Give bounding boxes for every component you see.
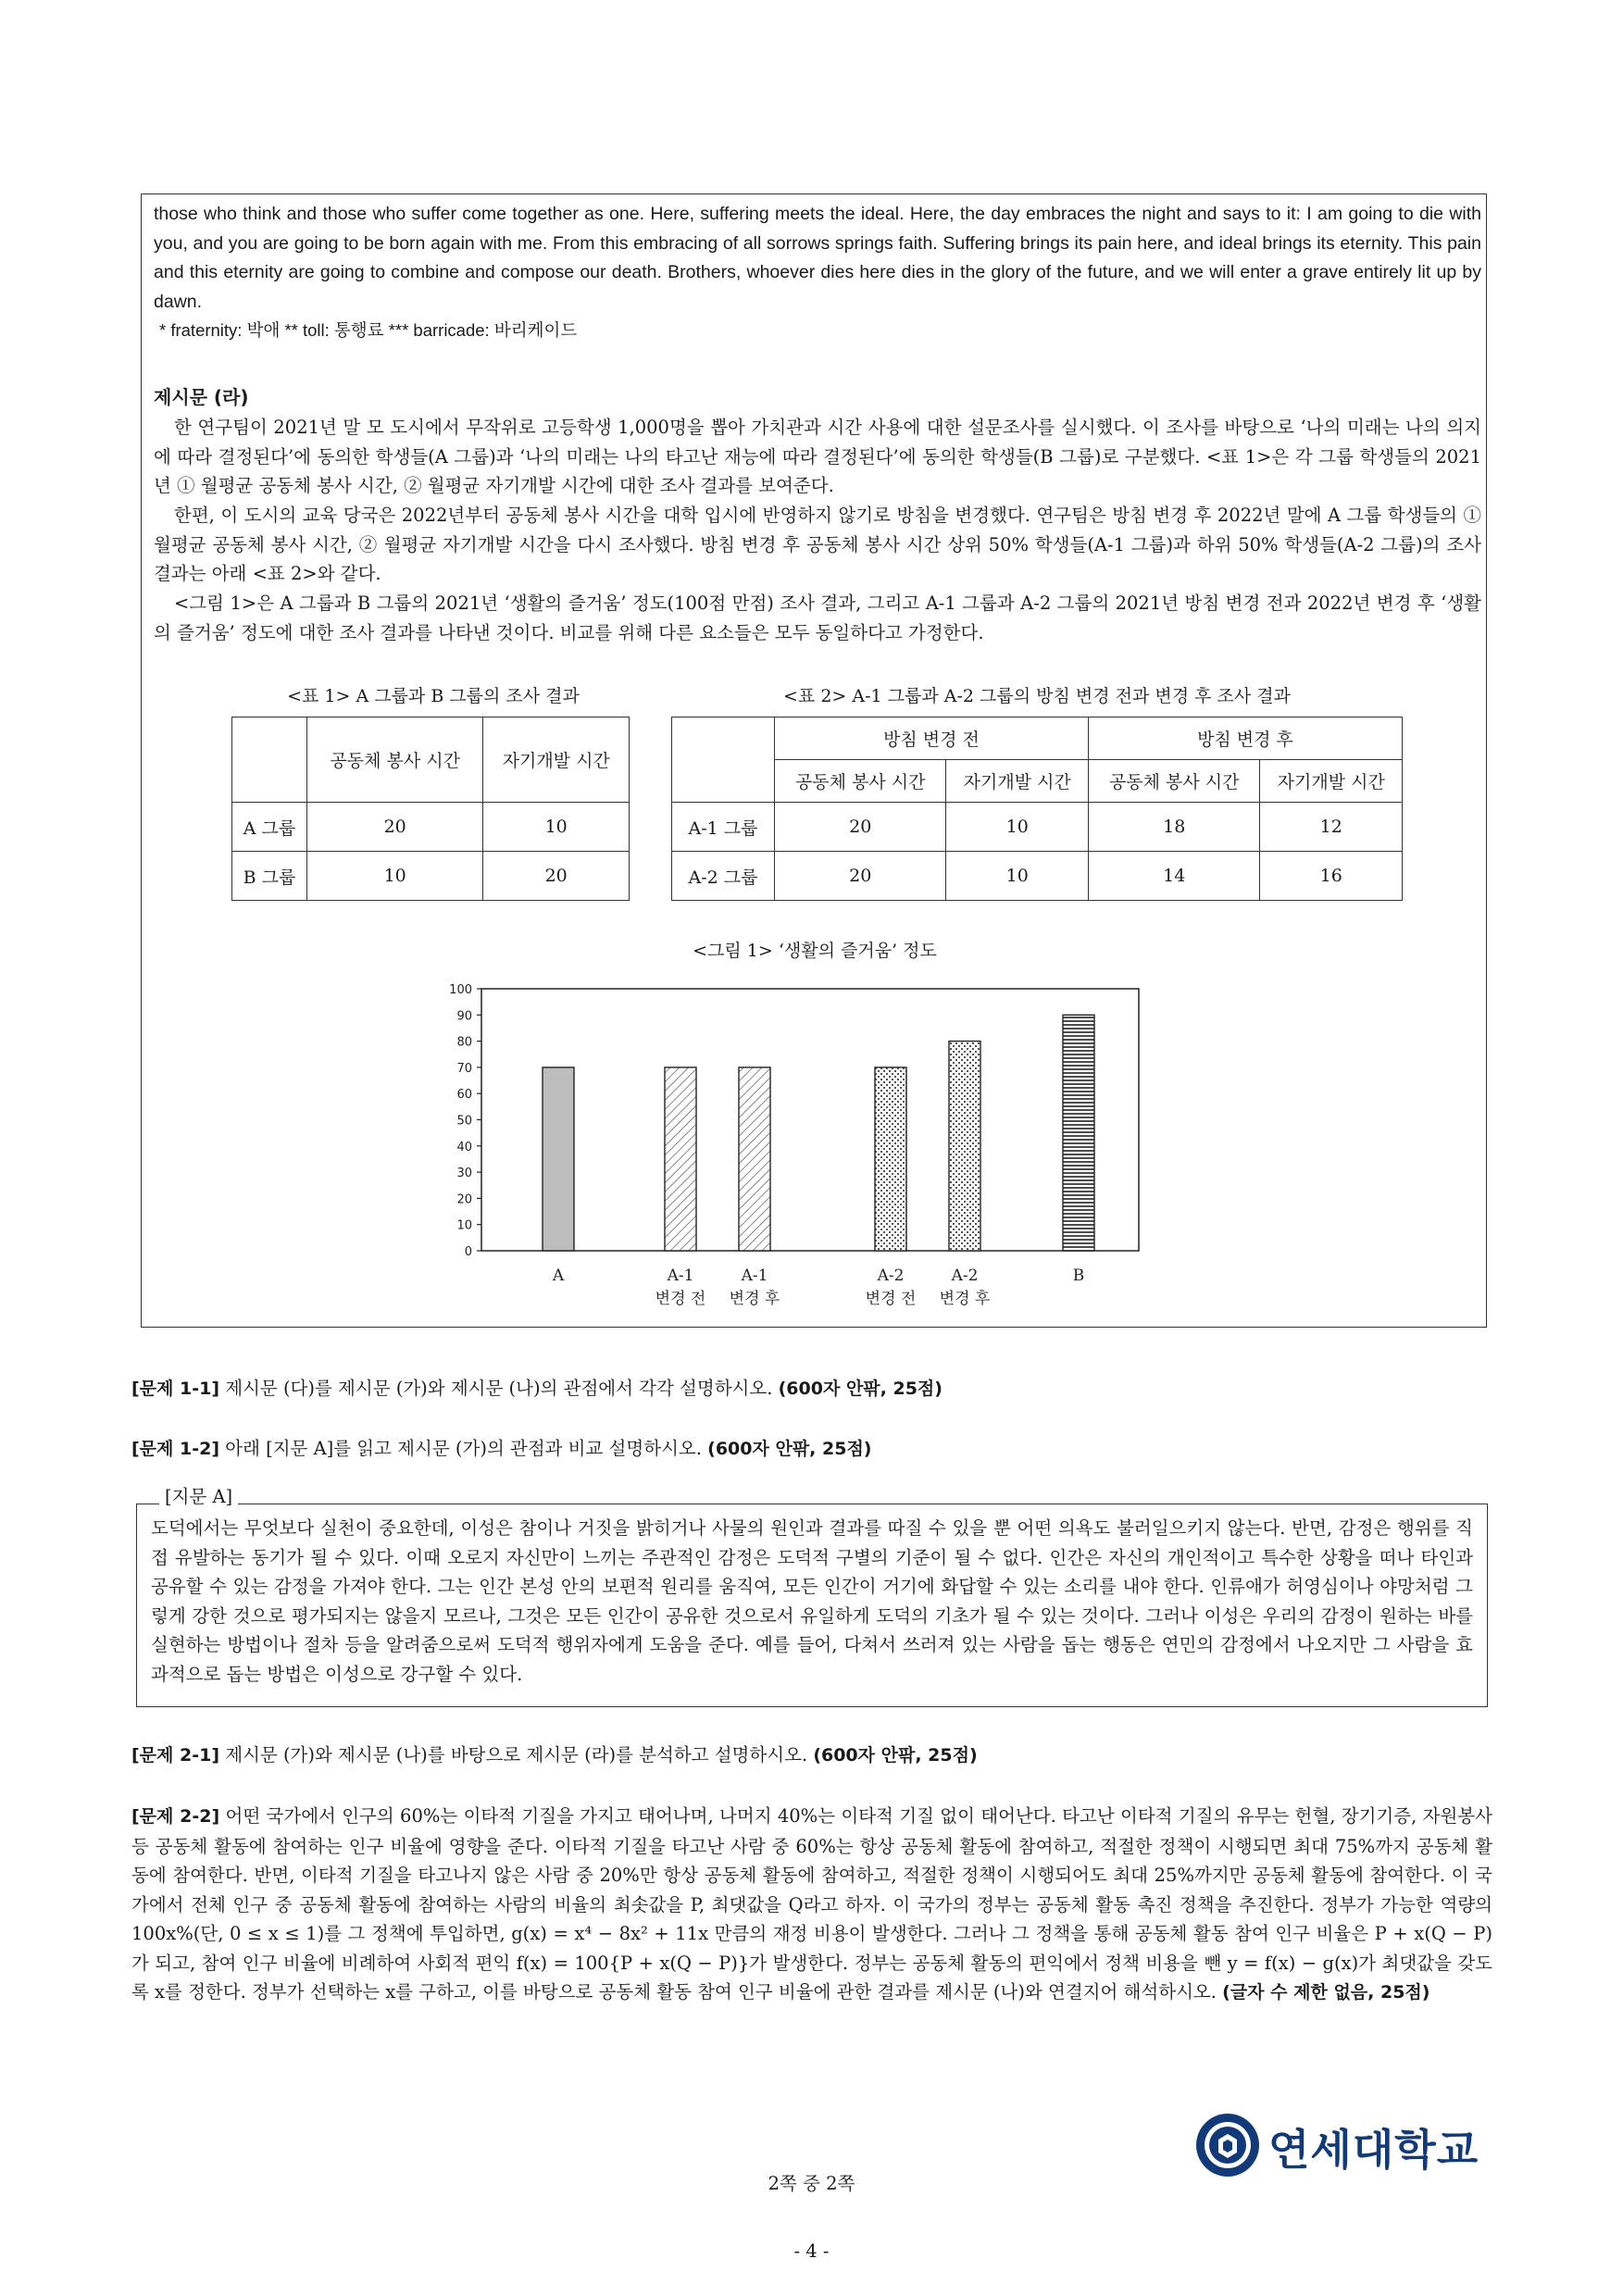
table2-subheader: 자기개발 시간 <box>946 760 1089 803</box>
question-2-2 <box>131 1802 1492 2008</box>
x-category-label: 변경 후 <box>939 1290 991 1308</box>
chart-bar <box>665 1067 696 1251</box>
y-tick-label: 0 <box>464 1245 472 1259</box>
table1-header-service: 공동체 봉사 시간 <box>307 718 483 803</box>
chart-bar <box>875 1067 906 1251</box>
x-category-label: 변경 전 <box>655 1290 706 1308</box>
table1-header-selfdev: 자기개발 시간 <box>483 718 630 803</box>
y-tick-label: 80 <box>456 1035 472 1050</box>
university-seal-icon <box>1194 2112 1261 2178</box>
question-1-1-points: (600자 안팎, 25점) <box>778 1379 943 1399</box>
table1-caption: <표 1> A 그룹과 B 그룹의 조사 결과 <box>287 686 580 706</box>
table2-row-label: A-2 그룹 <box>672 852 775 901</box>
passage-ra-p2: 한편, 이 도시의 교육 당국은 2022년부터 공동체 봉사 시간을 대학 입시에 반영하지 않기로 방침을 변경했다. 연구팀은 방침 변경 후 2022년 말에 A 그룹 학생들의 ① 월평균 공동체 봉사 시간, ② 월평균 자기개발 시간을 다시 조사했다. 방침 변경 후 공동체 봉사 시간 상위 50% 학생들(A-1 그룹)과 하위 50% 학생들(A-2 그룹)의 조사 결과는 아래 <표 2>와 같다. <box>154 505 1481 584</box>
question-1-1 <box>131 1374 1492 1404</box>
table1-cell: 10 <box>307 852 483 901</box>
table2-subheader: 공동체 봉사 시간 <box>1088 760 1259 803</box>
glossary: * fraternity: 박애 ** toll: 통행료 *** barricade: 바리케이드 <box>159 320 578 340</box>
table2-cell: 18 <box>1088 803 1259 852</box>
table2-cell: 14 <box>1088 852 1259 901</box>
y-tick-label: 60 <box>456 1088 472 1103</box>
passage-english: those who think and those who suffer come together as one. Here, suffering meets the ideal. Here, the day embraces the night and says to it: I am going to die with you, and you are going to be born again with me. From this embracing of all sorrows springs faith. Suffering brings its pain here, and ideal brings its eternity. This pain and this eternity are going to combine and compose our death. Brothers, whoever dies here dies in the glory of the future, and we will enter a grave entirely lit up by dawn. <box>154 204 1481 312</box>
question-2-1-label: [문제 2-1] <box>131 1745 220 1766</box>
chart-bar <box>949 1042 980 1251</box>
table2-cell: 10 <box>946 803 1089 852</box>
table1-cell: 20 <box>483 852 630 901</box>
question-1-2-label: [문제 1-2] <box>131 1439 220 1459</box>
x-category-label: A <box>552 1267 565 1285</box>
y-tick-label: 20 <box>456 1192 472 1207</box>
passage-ra-heading: 제시문 (라) <box>154 386 249 408</box>
y-tick-label: 70 <box>456 1061 472 1076</box>
table2-cell: 20 <box>775 852 946 901</box>
x-category-label: A-1 <box>741 1267 768 1285</box>
table2-group-after: 방침 변경 후 <box>1088 718 1402 760</box>
table1-header-corner <box>232 718 307 803</box>
question-2-1-text: 제시문 (가)와 제시문 (나)를 바탕으로 제시문 (라)를 분석하고 설명하시오. <box>219 1744 814 1766</box>
y-tick-label: 10 <box>456 1218 472 1233</box>
chart-bar <box>739 1067 770 1251</box>
question-2-2-points: (글자 수 제한 없음, 25점) <box>1222 1982 1430 2003</box>
table1-cell: 10 <box>483 803 630 852</box>
question-1-2-points: (600자 안팎, 25점) <box>707 1439 872 1459</box>
figure1-caption: <그림 1> ‘생활의 즐거움’ 정도 <box>693 941 937 961</box>
page-of-label: 2쪽 중 2쪽 <box>768 2173 855 2194</box>
question-2-2-label: [문제 2-2] <box>131 1806 220 1827</box>
table2-row-label: A-1 그룹 <box>672 803 775 852</box>
question-1-2 <box>131 1434 1492 1465</box>
chart-bar <box>1063 1015 1094 1251</box>
table2-cell: 20 <box>775 803 946 852</box>
question-1-1-label: [문제 1-1] <box>131 1379 220 1399</box>
question-2-2-text: 어떤 국가에서 인구의 60%는 이타적 기질을 가지고 태어나며, 나머지 40%는 이타적 기질 없이 태어난다. 타고난 이타적 기질의 유무는 헌혈, 장기기증, 자원봉사 등 공동체 활동에 참여하는 인구 비율에 영향을 준다. 이타적 기질을 타고난 사람 중 60%는 항상 공동체 활동에 참여하고, 적절한 정책이 시행되면 최대 75%까지 공동체 활동에 참여한다. 반면, 이타적 기질을 타고나지 않은 사람 중 20%만 항상 공동체 활동에 참여하고, 적절한 정책이 시행되어도 최대 25%까지만 공동체 활동에 참여한다. 이 국가에서 전체 인구 중 공동체 활동에 참여하는 사람의 비율의 최솟값을 P, 최댓값을 Q라고 하자. 이 국가의 정부는 공동체 활동 촉진 정책을 추진한다. 정부가 가능한 역량의 100x%(단, 0 ≤ x ≤ 1)를 그 정책에 투입하면, g(x) = x⁴ − 8x² + 11x 만큼의 재정 비용이 발생한다. 그러나 그 정책을 통해 공동체 활동 참여 인구 비율은 P + x(Q − P)가 되고, 참여 인구 비율에 비례하여 사회적 편익 f(x) = 100{P + x(Q − P)}가 발생한다. 정부는 공동체 활동의 편익에서 정책 비용을 뺀 y = f(x) − g(x)가 최댓값을 갖도록 x를 정한다. 정부가 선택하는 x를 구하고, 이를 바탕으로 공동체 활동 참여 인구 비율에 관한 결과를 제시문 (나)와 연결지어 해석하시오. <box>131 1805 1492 2003</box>
y-tick-label: 90 <box>456 1009 472 1024</box>
table2 <box>671 717 1403 901</box>
table1-row-label: A 그룹 <box>232 803 307 852</box>
x-category-label: 변경 전 <box>865 1290 917 1308</box>
y-tick-label: 40 <box>456 1140 472 1154</box>
y-tick-label: 50 <box>456 1114 472 1129</box>
table1-cell: 20 <box>307 803 483 852</box>
page-number: - 4 - <box>793 2240 830 2262</box>
x-category-label: 변경 후 <box>729 1290 780 1308</box>
question-1-2-text: 아래 [지문 A]를 읽고 제시문 (가)의 관점과 비교 설명하시오. <box>219 1438 708 1459</box>
table2-subheader: 자기개발 시간 <box>1260 760 1403 803</box>
question-2-1-points: (600자 안팎, 25점) <box>813 1745 978 1766</box>
table2-caption: <표 2> A-1 그룹과 A-2 그룹의 방침 변경 전과 변경 후 조사 결과 <box>783 686 1291 706</box>
question-1-1-text: 제시문 (다)를 제시문 (가)와 제시문 (나)의 관점에서 각각 설명하시오. <box>219 1378 779 1399</box>
x-category-label: A-2 <box>877 1267 905 1285</box>
table1 <box>231 717 630 901</box>
table2-cell: 12 <box>1260 803 1403 852</box>
y-tick-label: 30 <box>456 1167 472 1181</box>
text-a-body: 도덕에서는 무엇보다 실천이 중요한데, 이성은 참이나 거짓을 밝히거나 사물의 원인과 결과를 따질 수 있을 뿐 어떤 의욕도 불러일으키지 않는다. 반면, 감정은 행위를 직접 유발하는 동기가 될 수 있다. 이때 오로지 자신만이 느끼는 주관적인 감정은 도덕적 구별의 기준이 될 수 없다. 인간은 자신의 개인적이고 특수한 상황을 떠나 타인과 공유할 수 있는 감정을 가져야 한다. 그는 인간 본성 안의 보편적 원리를 움직여, 모든 인간이 거기에 화답할 수 있는 소리를 내야 한다. 인류애가 허영심이나 야망처럼 그렇게 강한 것으로 평가되지는 않을지 모르나, 그것은 모든 인간이 공유한 것으로서 유일하게 도덕의 기초가 될 수 있는 것이다. 그러나 이성은 우리의 감정이 원하는 바를 실현하는 방법이나 절차 등을 알려줌으로써 도덕적 행위자에게 도움을 준다. 예를 들어, 다쳐서 쓰러져 있는 사람을 돕는 행동은 연민의 감정에서 나오지만 그 사람을 효과적으로 돕는 방법은 이성으로 강구할 수 있다. <box>151 1517 1473 1685</box>
table2-header-corner <box>672 718 775 803</box>
table2-cell: 16 <box>1260 852 1403 901</box>
y-tick-label: 100 <box>449 983 472 997</box>
chart-plot-frame <box>481 989 1139 1251</box>
text-a-label: [지문 A] <box>159 1482 238 1508</box>
table2-subheader: 공동체 봉사 시간 <box>775 760 946 803</box>
x-category-label: B <box>1072 1267 1085 1285</box>
figure1-chart <box>435 972 1176 1324</box>
passage-ra-p3: <그림 1>은 A 그룹과 B 그룹의 2021년 ‘생활의 즐거움’ 정도(100점 만점) 조사 결과, 그리고 A-1 그룹과 A-2 그룹의 2021년 방침 변경 전과 2022년 변경 후 ‘생활의 즐거움’ 정도에 대한 조사 결과를 나타낸 것이다. 비교를 위해 다른 요소들은 모두 동일하다고 가정한다. <box>154 593 1481 643</box>
university-name: 연세대학교 <box>1268 2125 1479 2175</box>
table2-cell: 10 <box>946 852 1089 901</box>
table1-row-label: B 그룹 <box>232 852 307 901</box>
chart-bar <box>543 1067 574 1251</box>
table2-group-before: 방침 변경 전 <box>775 718 1089 760</box>
question-2-1 <box>131 1741 1492 1771</box>
x-category-label: A-2 <box>951 1267 979 1285</box>
passage-ra-p1: 한 연구팀이 2021년 말 모 도시에서 무작위로 고등학생 1,000명을 뽑아 가치관과 시간 사용에 대한 설문조사를 실시했다. 이 조사를 바탕으로 ‘나의 미래는 나의 의지에 따라 결정된다’에 동의한 학생들(A 그룹)과 ‘나의 미래는 나의 타고난 재능에 따라 결정된다’에 동의한 학생들(B 그룹)로 구분했다. <표 1>은 각 그룹 학생들의 2021년 ① 월평균 공동체 봉사 시간, ② 월평균 자기개발 시간에 대한 조사 결과를 보여준다. <box>154 417 1481 496</box>
x-category-label: A-1 <box>667 1267 694 1285</box>
